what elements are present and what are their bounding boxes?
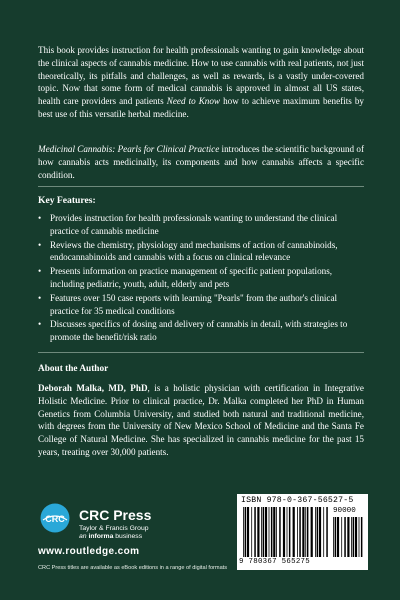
publisher-group: Taylor & Francis Group [79,525,149,532]
need-to-know-emphasis: Need to Know [166,96,221,107]
book-summary-paragraph: Medicinal Cannabis: Pearls for Clinical Practice introduces the scientific background of how cannabis acts medicinally, its components and how cannabis affects a specific condition. [38,144,364,180]
feature-item: • Presents information on practice management of specific patient populations, including pediatric, youth, adult, elderly and pets [38,266,333,289]
feature-item: • Reviews the chemistry, physiology and mechanisms of action of cannabinoids, endocannabinoids and cannabis with a focus on clinical relevance [38,239,338,263]
bullet-icon: • [38,213,42,223]
publisher-block [79,508,151,541]
feature-item: • Provides instruction for health professionals wanting to understand the clinical practice of cannabis medicine [38,213,338,236]
divider-bottom [38,352,364,353]
book-title-italic: Medicinal Cannabis: Pearls for Clinical Practice [38,144,220,154]
publisher-name: CRC Press [79,507,152,523]
website-link[interactable]: www.routledge.com [38,546,140,557]
isbn-barcode-box [237,494,368,570]
bullet-icon: • [38,292,42,303]
barcode-number: 9 780367 565275 [239,558,311,566]
intro-paragraph: This book provides instruction for health professionals wanting to gain knowledge about the clinical aspects of cannabis medicine. How to use cannabis with real patients, not just theoretically, its pitfalls and challenges, as well as rewards, is a vastly under-covered topic. Now that some form of medical cannabis is approved in almost all US states, health care providers and patients Need to Know how to achieve maximum benefits by best use of this versatile herbal medicine. [38,45,364,119]
isbn-label: ISBN 978-0-367-56527-5 [241,496,354,505]
price-code: 90000 [333,507,356,515]
about-author-heading: About the Author [38,364,109,374]
feature-item: • Features over 150 case reports with learning "Pearls" from the author's clinical practice for 35 medical conditions [38,292,338,316]
divider-top [38,186,364,187]
key-features-list [38,212,364,345]
logo-text: CRC [45,514,65,524]
key-features-heading: Key Features: [38,195,96,206]
bullet-icon: • [38,239,42,250]
bullet-icon: • [38,266,42,277]
ebook-note: CRC Press titles are available as eBook editions in a range of digital formats [38,565,228,571]
crc-press-logo-icon [40,503,70,533]
bullet-icon: • [38,319,42,330]
author-bio-paragraph: Deborah Malka, MD, PhD, is a holistic physician with certification in Integrative Holistic Medicine. Prior to clinical practice, Dr. Malka completed her PhD in Human Genetics from Columbia University, and studied both natural and traditional medicine, with degrees from the University of New Mexico School of Medicine and the Santa Fe College of Natural Medicine. She has specialized in cannabis medicine for the past 15 years, treating over 30,000 patients. [38,383,364,457]
feature-item: • Discusses specifics of dosing and delivery of cannabis in detail, with strategies to promote the benefit/risk ratio [38,319,348,343]
author-name: Deborah Malka, MD, PhD [38,383,148,393]
publisher-parent: an informa business [79,533,143,540]
